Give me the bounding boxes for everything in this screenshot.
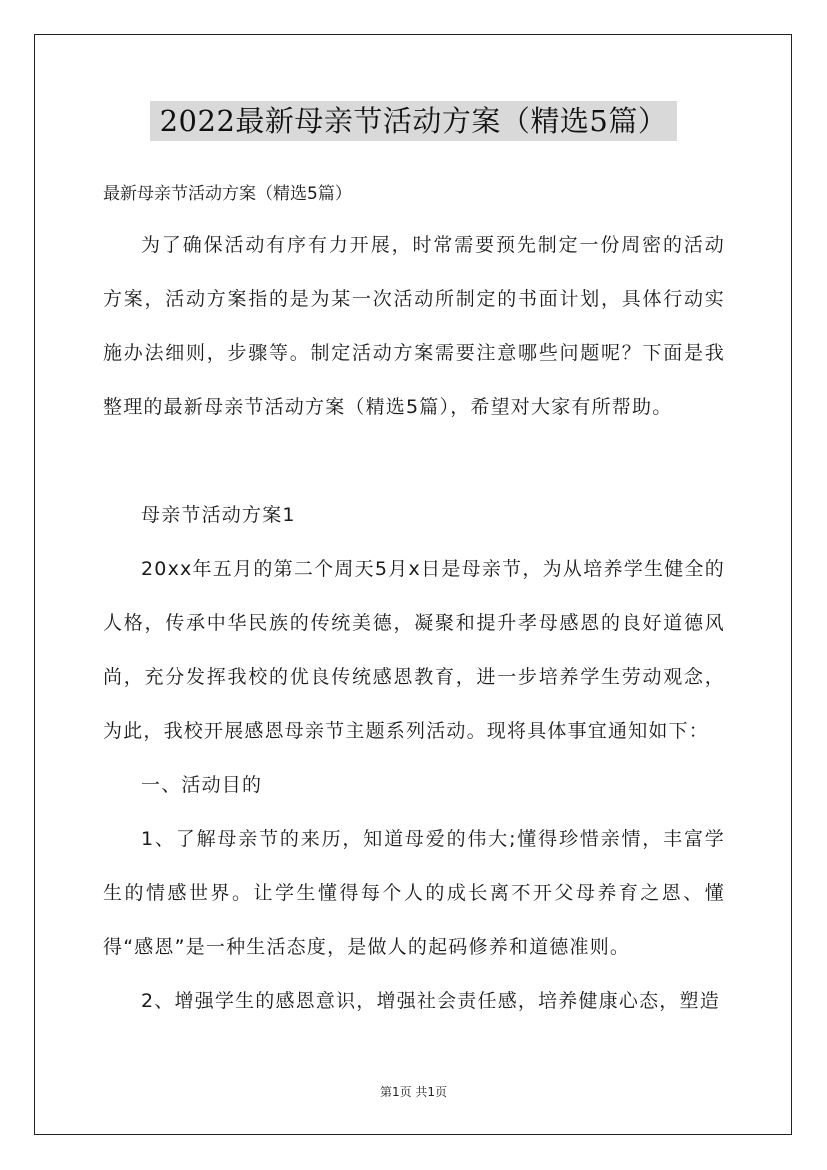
section-body-paragraph: 20xx年五月的第二个周天5月x日是母亲节，为从培养学生健全的人格，传承中华民族的传统美德，凝聚和提升孝母感恩的良好道德风尚，充分发挥我校的优良传统感恩教育，进一步培养学生劳动观念，为此，我校开展感恩母亲节主题系列活动。现将具体事宜通知如下： xyxy=(103,558,725,742)
page-footer: 第1页 共1页 xyxy=(379,1085,448,1099)
list-item-2: 2、增强学生的感恩意识，增强社会责任感，培养健康心态，塑造 xyxy=(141,990,720,1012)
document-subtitle: 最新母亲节活动方案（精选5篇） xyxy=(103,184,352,204)
intro-paragraph: 为了确保活动有序有力开展，时常需要预先制定一份周密的活动方案，活动方案指的是为某一次活动所制定的书面计划，具体行动实施办法细则，步骤等。制定活动方案需要注意哪些问题呢？下面是我整理的最新母亲节活动方案（精选5篇），希望对大家有所帮助。 xyxy=(103,234,725,418)
paragraph-spacer xyxy=(103,434,725,488)
section-heading-purpose: 一、活动目的 xyxy=(141,774,263,796)
document-body xyxy=(103,170,725,1028)
list-item-1: 1、了解母亲节的来历，知道母爱的伟大;懂得珍惜亲情，丰富学生的情感世界。让学生懂得每个人的成长离不开父母养育之恩、懂得“感恩”是一种生活态度，是做人的起码修养和道德准则。 xyxy=(103,828,725,958)
title-container xyxy=(0,101,827,141)
document-title: 2022最新母亲节活动方案（精选5篇） xyxy=(150,101,678,141)
section-title: 母亲节活动方案1 xyxy=(141,504,296,526)
